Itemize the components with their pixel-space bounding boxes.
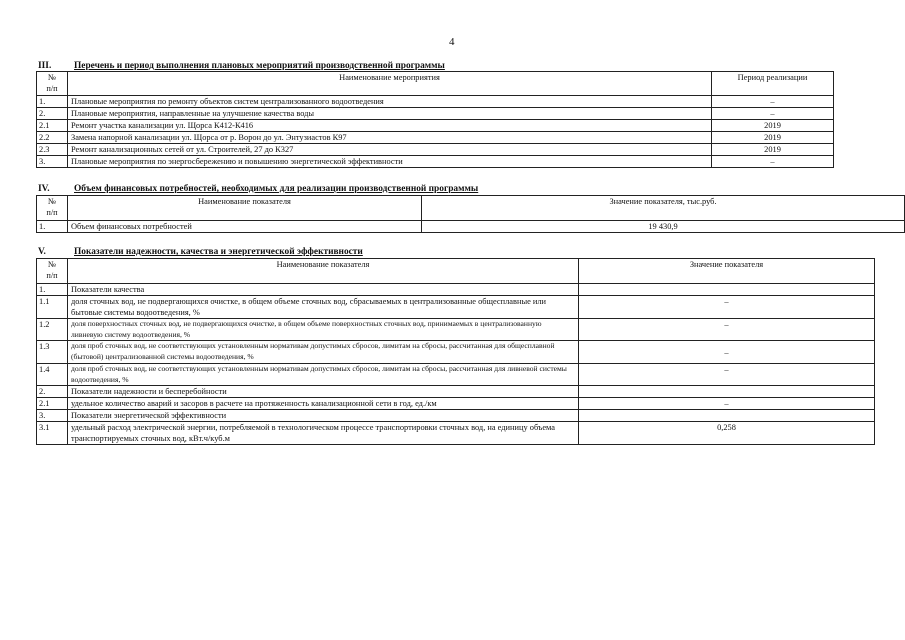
row-name: Объем финансовых потребностей (68, 221, 422, 233)
table-row (37, 156, 834, 168)
section4-title (38, 184, 478, 194)
row-value: 19 430,9 (422, 221, 905, 233)
section5-number: V. (38, 247, 46, 257)
row-name: доля проб сточных вод, не соответствующих установленным нормативам допустимых сбросов, лимитам на сбросы, рассчитанная для общесплавной (бытовой) централизованной системы водоотведения, % (68, 341, 579, 364)
table-row (37, 386, 875, 398)
row-num: 3. (37, 156, 68, 168)
row-value (579, 386, 875, 398)
table-row (37, 364, 875, 386)
row-period: 2019 (712, 144, 834, 156)
table-row (37, 144, 834, 156)
row-name: Ремонт канализационных сетей от ул. Строителей, 27 до К327 (68, 144, 712, 156)
row-value (579, 410, 875, 422)
row-num: 1.1 (37, 296, 68, 319)
section3-table (36, 71, 834, 168)
row-value: – (579, 341, 875, 364)
row-value: – (579, 319, 875, 341)
table-row (37, 108, 834, 120)
row-num: 2.3 (37, 144, 68, 156)
table-row (37, 296, 875, 319)
section4-number: IV. (38, 184, 50, 194)
table-row (37, 132, 834, 144)
row-num: 1.4 (37, 364, 68, 386)
row-name: Ремонт участка канализации ул. Щорса К412-К416 (68, 120, 712, 132)
row-period: 2019 (712, 120, 834, 132)
row-num: 2.2 (37, 132, 68, 144)
table-header-row (37, 72, 834, 96)
table-row (37, 319, 875, 341)
row-value: – (579, 296, 875, 319)
section5-title-text: Показатели надежности, качества и энергетической эффективности (74, 247, 363, 257)
row-num: 1.3 (37, 341, 68, 364)
row-num: 3. (37, 410, 68, 422)
row-name: Показатели качества (68, 284, 579, 296)
row-value: – (579, 364, 875, 386)
table-row (37, 221, 905, 233)
row-value: – (579, 398, 875, 410)
header-name: Наименование показателя (68, 196, 422, 221)
row-num: 1.2 (37, 319, 68, 341)
row-period: – (712, 96, 834, 108)
row-num: 2. (37, 108, 68, 120)
table-row (37, 284, 875, 296)
section4-table (36, 195, 905, 233)
page-number: 4 (449, 36, 455, 48)
row-period: 2019 (712, 132, 834, 144)
row-name: Показатели надежности и бесперебойности (68, 386, 579, 398)
row-name: доля проб сточных вод, не соответствующих установленным нормативам допустимых сбросов, лимитам на сбросы, рассчитанная для ливневой системы водоотведения, % (68, 364, 579, 386)
row-name: Плановые мероприятия по энергосбережению и повышению энергетической эффективности (68, 156, 712, 168)
header-num: № п/п (37, 259, 68, 284)
table-row (37, 398, 875, 410)
header-value: Значение показателя, тыс.руб. (422, 196, 905, 221)
row-num: 2.1 (37, 120, 68, 132)
row-value (579, 284, 875, 296)
row-name: Плановые мероприятия по ремонту объектов систем централизованного водоотведения (68, 96, 712, 108)
row-num: 1. (37, 221, 68, 233)
row-num: 1. (37, 284, 68, 296)
table-row (37, 96, 834, 108)
row-period: – (712, 108, 834, 120)
table-row (37, 341, 875, 364)
row-name: удельное количество аварий и засоров в расчете на протяженность канализационной сети в год, ед./км (68, 398, 579, 410)
row-name: Показатели энергетической эффективности (68, 410, 579, 422)
section3-title-text: Перечень и период выполнения плановых мероприятий производственной программы (74, 61, 445, 71)
row-name: удельный расход электрической энергии, потребляемой в технологическом процессе транспортировки сточных вод, на единицу объема транспортируемых сточных вод, кВт.ч/куб.м (68, 422, 579, 445)
table-header-row (37, 259, 875, 284)
table-row (37, 422, 875, 445)
row-num: 2.1 (37, 398, 68, 410)
section3-number: III. (38, 61, 52, 71)
section5-table (36, 258, 875, 445)
header-num: № п/п (37, 72, 68, 96)
header-name: Наименование мероприятия (68, 72, 712, 96)
section3-title (38, 61, 445, 71)
table-header-row (37, 196, 905, 221)
header-value: Значение показателя (579, 259, 875, 284)
row-period: – (712, 156, 834, 168)
header-name: Наименование показателя (68, 259, 579, 284)
header-num: № п/п (37, 196, 68, 221)
row-name: Плановые мероприятия, направленные на улучшение качества воды (68, 108, 712, 120)
row-name: доля сточных вод, не подвергающихся очистке, в общем объеме сточных вод, сбрасываемых в централизованные общесплавные или бытовые системы водоотведения, % (68, 296, 579, 319)
section5-title (38, 247, 363, 257)
header-period: Период реализации (712, 72, 834, 96)
row-num: 2. (37, 386, 68, 398)
row-num: 3.1 (37, 422, 68, 445)
table-row (37, 410, 875, 422)
row-value: 0,258 (579, 422, 875, 445)
section4-title-text: Объем финансовых потребностей, необходимых для реализации производственной программы (74, 184, 479, 194)
row-name: доля поверхностных сточных вод, не подвергающихся очистке, в общем объеме поверхностных сточных вод, принимаемых в централизованную ливневую систему водоотведения, % (68, 319, 579, 341)
table-row (37, 120, 834, 132)
row-num: 1. (37, 96, 68, 108)
row-name: Замена напорной канализации ул. Щорса от р. Ворон до ул. Энтузиастов К97 (68, 132, 712, 144)
